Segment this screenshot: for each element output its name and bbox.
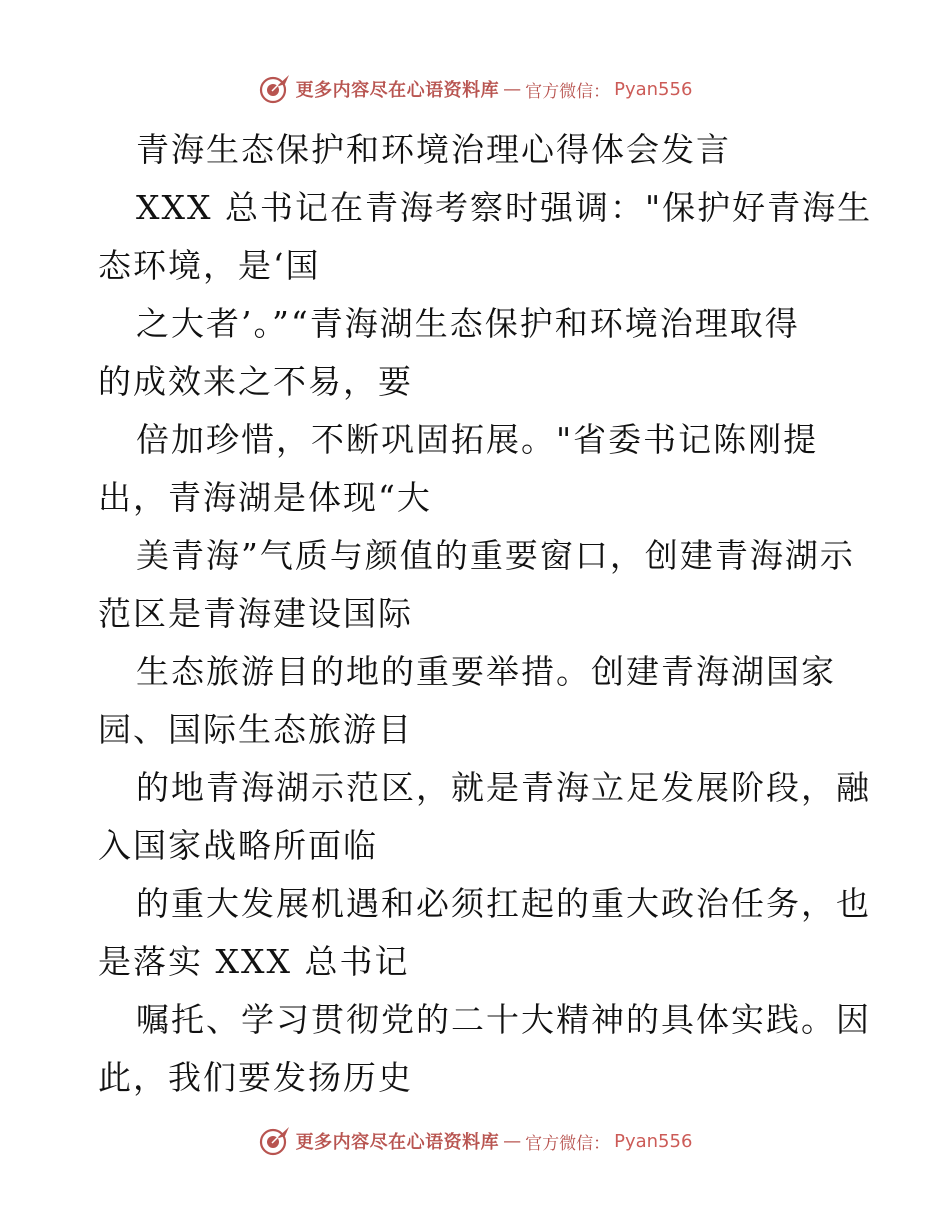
quill-pen-seal-icon (258, 72, 292, 106)
text-line: 的成效来之不易，要 (98, 362, 413, 401)
quill-pen-seal-icon (258, 1124, 292, 1158)
text-line: 态环境，是‘国 (98, 246, 321, 285)
footer-watermark (0, 1124, 950, 1158)
text-line: 的重大发展机遇和必须扛起的重大政治任务，也 (136, 884, 871, 923)
text-line: 出，青海湖是体现“大 (98, 478, 432, 517)
text-line: 范区是青海建设国际 (98, 594, 413, 633)
text-line: 美青海”气质与颜值的重要窗口，创建青海湖示 (136, 536, 855, 575)
watermark-handle: Pyan556 (614, 1130, 693, 1152)
text-line: 之大者’。”“青海湖生态保护和环境治理取得 (136, 304, 800, 343)
watermark-handle: Pyan556 (614, 78, 693, 100)
watermark-official-label: 官方微信： (525, 1133, 611, 1154)
text-line: 嘱托、学习贯彻党的二十大精神的具体实践。因 (136, 1000, 871, 1039)
text-line: 生态旅游目的地的重要举措。创建青海湖国家 (136, 652, 836, 691)
header-watermark (0, 72, 950, 106)
text-line: 此，我们要发扬历史 (98, 1058, 413, 1097)
text-line: 是落实 XXX 总书记 (98, 942, 410, 981)
text-line: XXX 总书记在青海考察时强调："保护好青海生 (136, 188, 873, 227)
text-line: 的地青海湖示范区，就是青海立足发展阶段，融 (136, 768, 871, 807)
text-line: 入国家战略所面临 (98, 826, 378, 865)
text-line: 园、国际生态旅游目 (98, 710, 413, 749)
text-line: 倍加珍惜，不断巩固拓展。"省委书记陈刚提 (136, 420, 819, 459)
watermark-site-text: 更多内容尽在心语资料库 (295, 1132, 500, 1153)
document-title: 青海生态保护和环境治理心得体会发言 (136, 130, 731, 169)
watermark-separator: — (503, 1130, 522, 1152)
watermark-official-label: 官方微信： (525, 81, 611, 102)
watermark-separator: — (503, 78, 522, 100)
watermark-site-text: 更多内容尽在心语资料库 (295, 80, 500, 101)
